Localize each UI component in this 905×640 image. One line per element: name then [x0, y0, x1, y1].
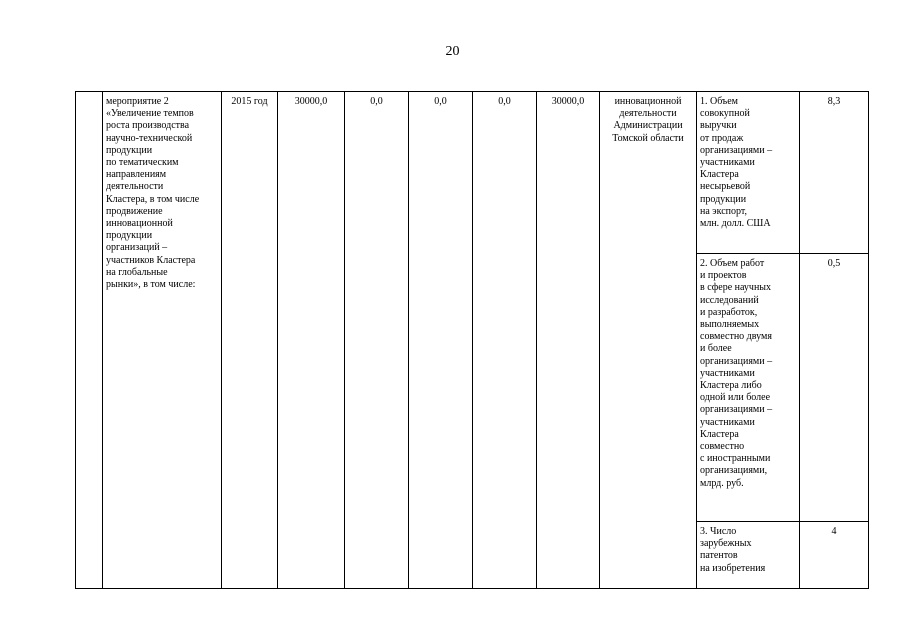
- activity-cell: мероприятие 2 «Увеличение темпов роста производства научно-технической продукции по тематическим направлениям деятельности Кластера, в том числе продвижение инновационной продукции организаций – участников Кластера на глобальные рынки», в том числе:: [103, 92, 222, 589]
- indicator-cell: 2. Объем работ и проектов в сфере научных исследований и разработок, выполняемых совместно двумя и более организациями – участниками Кластера либо одной или более организациями – участниками Кластера совместно с иностранными организациями, млрд. руб.: [697, 254, 800, 522]
- total-cell: 30000,0: [278, 92, 345, 589]
- value-cell: 0,0: [473, 92, 537, 589]
- year-cell: 2015 год: [222, 92, 278, 589]
- indicator-value-cell: 0,5: [800, 254, 869, 522]
- indicator-value-cell: 8,3: [800, 92, 869, 254]
- table-row: [76, 92, 869, 254]
- indicator-value-cell: 4: [800, 522, 869, 589]
- program-table: [75, 91, 869, 589]
- empty-cell: [76, 92, 103, 589]
- page-number: 20: [445, 44, 460, 59]
- indicator-cell: 3. Число зарубежных патентов на изобретения: [697, 522, 800, 589]
- value-cell: 0,0: [409, 92, 473, 589]
- executor-cell: инновационной деятельности Администрации Томской области: [600, 92, 697, 589]
- indicator-cell: 1. Объем совокупной выручки от продаж организациями – участниками Кластера несырьевой продукции на экспорт, млн. долл. США: [697, 92, 800, 254]
- value-cell: 30000,0: [537, 92, 600, 589]
- value-cell: 0,0: [345, 92, 409, 589]
